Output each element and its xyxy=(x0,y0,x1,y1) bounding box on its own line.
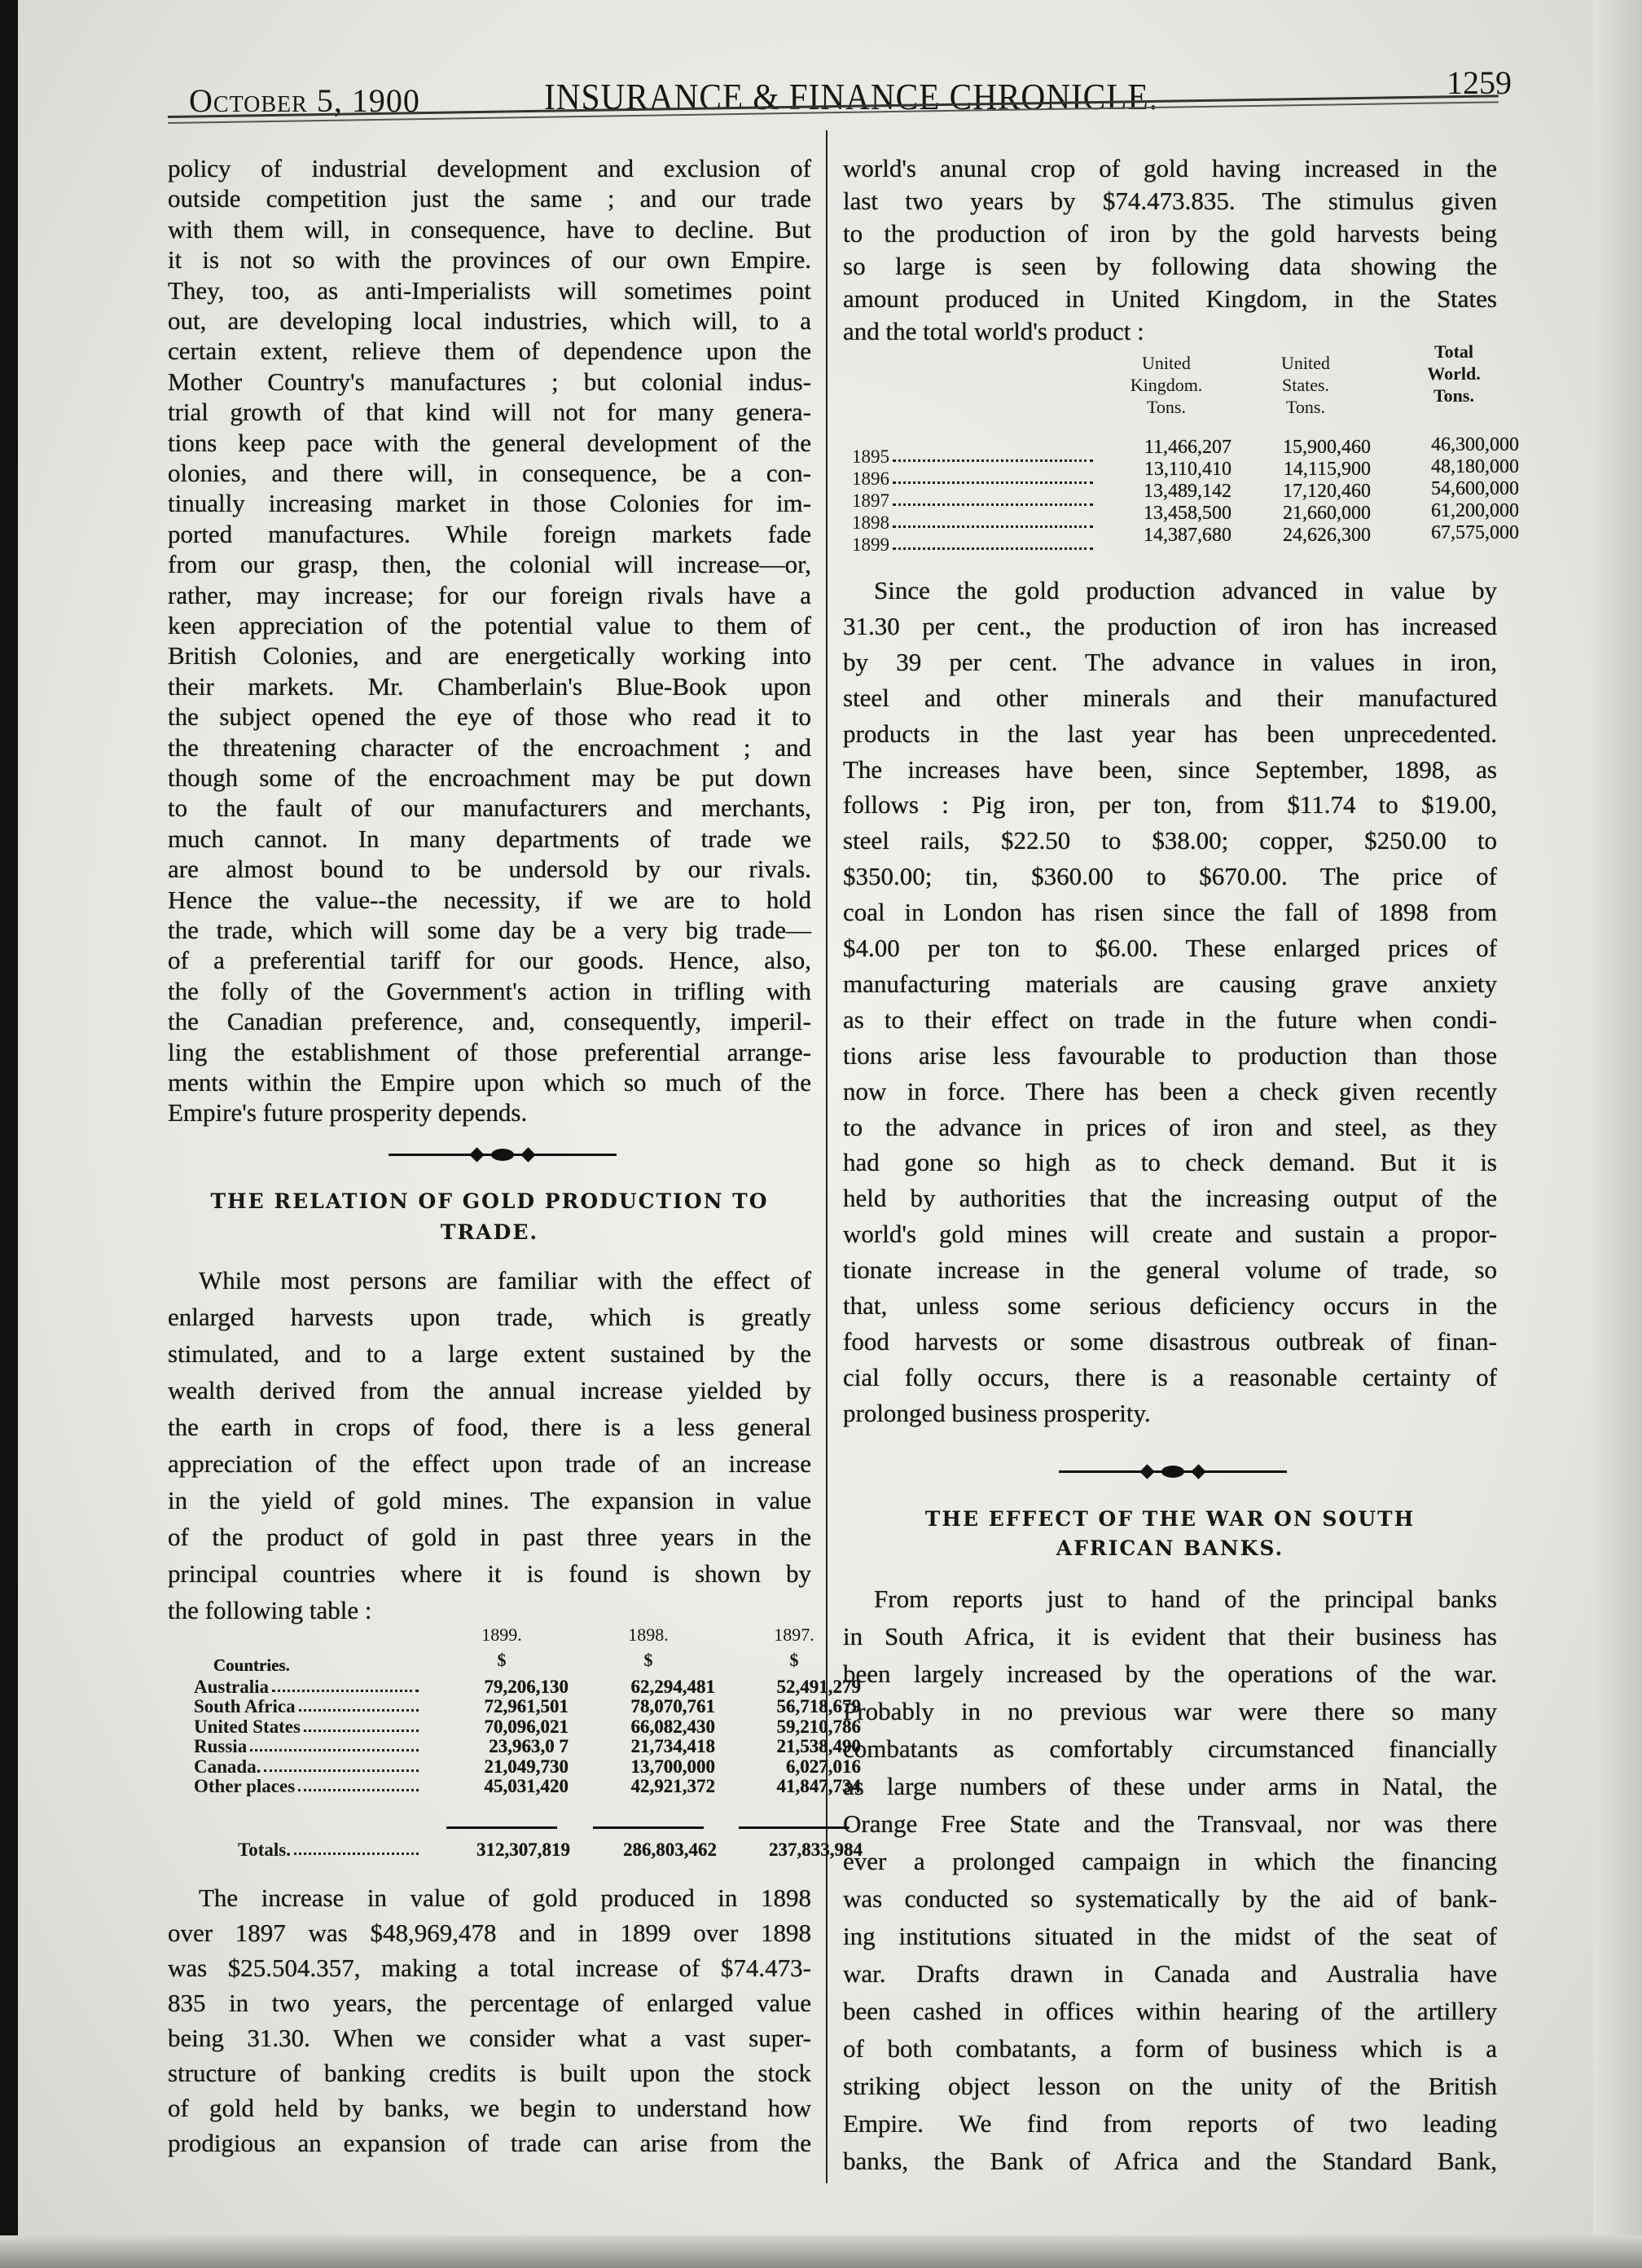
text-line: manufacturing materials are causing grave anxiety xyxy=(843,969,1497,998)
text-line: Empire's future prosperity depends. xyxy=(168,1098,528,1127)
text-line: much cannot. In many departments of trade we xyxy=(168,824,811,853)
text-line: now in force. There has been a check given recently xyxy=(843,1076,1497,1105)
text-line: banks, the Bank of Africa and the Standard Bank, xyxy=(843,2147,1497,2175)
text-line: with them will, in consequence, have to decline. But xyxy=(168,214,811,244)
table-cell: 42,921,372 xyxy=(630,1776,715,1796)
article-heading: THE EFFECT OF THE WAR ON SOUTH xyxy=(924,1507,1416,1531)
text-line: ments within the Empire upon which so much of the xyxy=(168,1068,811,1097)
text-line: appreciation of the effect upon trade of an increase xyxy=(168,1449,811,1478)
text-line: $350.00; tin, $360.00 to $670.00. The price of xyxy=(843,862,1497,891)
table-unit-header: $ xyxy=(497,1650,507,1670)
scan-edge-bottom xyxy=(0,2235,1642,2268)
text-line: food harvests or some disastrous outbreak of finan- xyxy=(843,1326,1497,1356)
text-line: coal in London has risen since the fall of 1898 from xyxy=(843,898,1497,927)
table-cell: 41,847,734 xyxy=(776,1776,861,1796)
table-cell: 78,070,761 xyxy=(630,1696,715,1717)
text-line: had gone so high as to check demand. But it is xyxy=(843,1148,1497,1177)
text-line: striking object lesson on the unity of the British xyxy=(843,2072,1497,2100)
text-line: world's anunal crop of gold having increased in the xyxy=(843,154,1497,182)
text-line: the Canadian preference, and, consequently, imperil- xyxy=(168,1007,811,1036)
totals-text: Totals. xyxy=(238,1839,291,1860)
table-row-label xyxy=(852,534,1096,556)
sum-rule xyxy=(739,1826,850,1832)
table-row-label xyxy=(194,1696,422,1717)
table-cell: 21,049,730 xyxy=(484,1756,569,1777)
country-name: Canada. xyxy=(194,1756,261,1777)
leader-dots xyxy=(893,512,1093,528)
text-line: the earth in crops of food, there is a less general xyxy=(168,1413,811,1441)
table-cell: 54,600,000 xyxy=(1431,478,1519,499)
text-line: prodigious an expansion of trade can arise from the xyxy=(168,2129,811,2157)
text-line: Since the gold production advanced in value by xyxy=(874,576,1497,604)
table-cell: 62,294,481 xyxy=(630,1677,715,1697)
text-line: wealth derived from the annual increase yielded by xyxy=(168,1376,811,1404)
leader-dots xyxy=(298,1776,419,1791)
text-line: cial folly occurs, there is a reasonable certainty of xyxy=(843,1362,1497,1391)
text-line: been largely increased by the operations of the war. xyxy=(843,1659,1497,1688)
country-name: Other places xyxy=(194,1776,296,1796)
table-cell: 17,120,460 xyxy=(1283,481,1371,502)
text-line: being 31.30. When we consider what a vast super- xyxy=(168,2024,811,2052)
text-line: the threatening character of the encroachment ; and xyxy=(168,732,811,762)
text-line: though some of the encroachment may be put down xyxy=(168,763,811,792)
table-cell: 11,466,207 xyxy=(1144,437,1232,458)
text-line: been cashed in offices within hearing of the artillery xyxy=(843,1997,1497,2025)
text-line: structure of banking credits is built upon the stock xyxy=(168,2059,811,2087)
text-line: outside competition just the same ; and our trade xyxy=(168,184,811,213)
text-line: principal countries where it is found is shown by xyxy=(168,1559,811,1588)
table-column-header: Tons. xyxy=(1147,397,1186,417)
publication-title: INSURANCE & FINANCE CHRONICLE. xyxy=(544,76,1158,117)
table-cell: 13,110,410 xyxy=(1144,459,1232,480)
text-line: prolonged business prosperity. xyxy=(843,1398,1151,1427)
text-line: as to their effect on trade in the future when condi- xyxy=(843,1004,1497,1034)
table-column-header: World. xyxy=(1427,363,1481,384)
text-line: of a preferential tariff for our goods. Hence, also, xyxy=(168,946,811,975)
table-cell: 13,458,500 xyxy=(1144,503,1232,524)
table-cell: 45,031,420 xyxy=(484,1776,569,1796)
country-name: United States xyxy=(194,1716,301,1737)
table-column-header: Tons. xyxy=(1286,397,1325,417)
table-cell: 67,575,000 xyxy=(1431,522,1519,543)
text-line: trial growth of that kind will not for many genera- xyxy=(168,398,811,427)
text-line: from our grasp, then, the colonial will increase—or, xyxy=(168,550,811,579)
table-column-header: Total xyxy=(1433,341,1474,362)
text-line: $4.00 per ton to $6.00. These enlarged prices of xyxy=(843,934,1497,962)
text-line: combatants as comfortably circumstanced financially xyxy=(843,1734,1497,1763)
table-cell: 13,700,000 xyxy=(630,1756,715,1777)
table-row-label xyxy=(194,1677,422,1698)
text-line: tions arise less favourable to production than those xyxy=(843,1040,1497,1070)
article-heading: TRADE. xyxy=(440,1220,539,1244)
year: 1898 xyxy=(852,512,889,533)
text-line: ever a prolonged campaign in which the financing xyxy=(843,1847,1497,1875)
text-line: so large is seen by following data showing the xyxy=(843,252,1497,280)
table-row-label xyxy=(194,1716,422,1738)
text-line: tionate increase in the general volume of trade, so xyxy=(843,1255,1497,1285)
totals-cell: 237,833,984 xyxy=(769,1839,863,1860)
page-number: 1259 xyxy=(1447,64,1512,101)
table-row-label xyxy=(194,1776,422,1797)
table-column-header: Kingdom. xyxy=(1130,375,1203,395)
table-column-header: Tons. xyxy=(1433,385,1474,406)
text-line: in South Africa, it is evident that their business has xyxy=(843,1622,1497,1650)
leader-dots xyxy=(893,490,1093,506)
country-name: Russia xyxy=(194,1736,248,1757)
table-row-label xyxy=(194,1736,422,1757)
text-line: of gold held by banks, we begin to understand how xyxy=(168,2094,811,2122)
text-line: to the production of iron by the gold harvests being xyxy=(843,219,1497,248)
text-line: enlarged harvests upon trade, which is greatly xyxy=(168,1303,811,1331)
table-cell: 59,210,786 xyxy=(776,1716,861,1737)
issue-date: October 5, 1900 xyxy=(189,82,420,119)
table-cell: 21,538,490 xyxy=(776,1736,861,1757)
text-line: held by authorities that the increasing output of the xyxy=(843,1184,1497,1213)
text-line: certain extent, relieve them of dependence upon the xyxy=(168,336,811,366)
text-line: British Colonies, and are energetically working into xyxy=(168,641,811,670)
totals-cell: 312,307,819 xyxy=(476,1839,570,1860)
year: 1899 xyxy=(852,534,889,555)
text-line: the trade, which will some day be a very big trade— xyxy=(168,916,811,944)
leader-dots xyxy=(299,1696,419,1712)
table-row-label xyxy=(852,490,1096,512)
text-line: Mother Country's manufactures ; but colonial indus- xyxy=(168,367,811,396)
text-line: While most persons are familiar with the effect of xyxy=(199,1266,811,1294)
table-column-header: States. xyxy=(1281,375,1330,395)
scan-edge-left xyxy=(0,0,18,2268)
year: 1895 xyxy=(852,446,889,467)
column-divider xyxy=(826,130,828,2183)
text-line: Orange Free State and the Transvaal, nor was there xyxy=(843,1809,1497,1838)
text-line: tinually increasing market in those Colonies for im- xyxy=(168,489,811,518)
sum-rule xyxy=(593,1826,704,1832)
text-line: keen appreciation of the potential value to them of xyxy=(168,611,811,640)
table-row-label xyxy=(852,446,1096,468)
leader-dots xyxy=(893,534,1093,550)
text-line: stimulated, and to a large extent sustained by the xyxy=(168,1339,811,1368)
table-cell: 24,626,300 xyxy=(1283,525,1371,546)
table-cell: 48,180,000 xyxy=(1431,456,1519,477)
table-row-label xyxy=(852,468,1096,490)
table-label-header: Countries. xyxy=(213,1655,290,1675)
text-line: of both combatants, a form of business which is a xyxy=(843,2034,1497,2063)
text-line: to the advance in prices of iron and steel, as they xyxy=(843,1112,1497,1141)
text-line: world's gold mines will create and sustain a propor- xyxy=(843,1220,1497,1249)
text-line: olonies, and there will, in consequence, be a con- xyxy=(168,459,811,487)
text-line: of the product of gold in past three years in the xyxy=(168,1523,811,1551)
text-line: Hence the value--the necessity, if we are to hold xyxy=(168,885,811,914)
text-line: in the yield of gold mines. The expansion in value xyxy=(168,1486,811,1514)
table-unit-header: $ xyxy=(643,1650,653,1670)
text-line: it is not so with the provinces of our own Empire. xyxy=(168,245,811,275)
text-line: steel and other minerals and their manufactured xyxy=(843,683,1497,712)
table-cell: 14,115,900 xyxy=(1283,459,1371,480)
table-cell: 21,734,418 xyxy=(630,1736,715,1757)
text-line: and the total world's product : xyxy=(843,317,1144,345)
text-line: ling the establishment of those preferential arrange- xyxy=(168,1037,811,1066)
text-line: their markets. Mr. Chamberlain's Blue-Book upon xyxy=(168,671,811,701)
table-column-header: United xyxy=(1142,353,1191,373)
table-year-header: 1899. xyxy=(481,1624,522,1645)
text-line: products in the last year has been unprecedented. xyxy=(843,719,1497,748)
leader-dots xyxy=(294,1839,419,1855)
text-line: by 39 per cent. The advance in values in iron, xyxy=(843,647,1497,676)
text-line: the subject opened the eye of those who read it to xyxy=(168,702,811,732)
year: 1897 xyxy=(852,490,889,511)
text-line: ing institutions situated in the midst of the seat of xyxy=(843,1922,1497,1950)
table-row-label xyxy=(194,1756,422,1778)
ornament-divider xyxy=(389,1149,617,1160)
text-line: was $25.504.357, making a total increase of $74.473- xyxy=(168,1954,811,1982)
table-column-header: United xyxy=(1281,353,1330,373)
leader-dots xyxy=(893,468,1093,484)
text-line: 835 in two years, the percentage of enlarged value xyxy=(168,1989,811,2017)
table-cell: 72,961,501 xyxy=(484,1696,569,1717)
text-line: They, too, as anti-Imperialists will sometimes point xyxy=(168,275,811,305)
text-line: Probably in no previous war were there so many xyxy=(843,1697,1497,1725)
table-cell: 66,082,430 xyxy=(630,1716,715,1737)
ornament-divider xyxy=(1059,1466,1287,1477)
text-line: Empire. We find from reports of two leading xyxy=(843,2109,1497,2138)
text-line: the folly of the Government's action in trifling with xyxy=(168,976,811,1005)
text-line: 31.30 per cent., the production of iron has increased xyxy=(843,611,1497,640)
year: 1896 xyxy=(852,468,889,489)
table-cell: 79,206,130 xyxy=(484,1677,569,1697)
table-cell: 61,200,000 xyxy=(1431,500,1519,521)
table-row-label xyxy=(852,512,1096,534)
text-line: tions keep pace with the general development of the xyxy=(168,428,811,457)
table-unit-header: $ xyxy=(789,1650,799,1670)
text-line: that, unless some serious deficiency occurs in the xyxy=(843,1291,1497,1320)
table-cell: 15,900,460 xyxy=(1283,437,1371,458)
table-cell: 6,027,016 xyxy=(786,1756,861,1777)
text-line: over 1897 was $48,969,478 and in 1899 over 1898 xyxy=(168,1919,811,1947)
text-line: The increases have been, since September, 1898, as xyxy=(843,754,1497,784)
text-line: war. Drafts drawn in Canada and Australia have xyxy=(843,1959,1497,1988)
sum-rule xyxy=(446,1826,557,1832)
table-cell: 46,300,000 xyxy=(1431,434,1519,455)
table-cell: 56,718,679 xyxy=(776,1696,861,1717)
table-cell: 23,963,0 7 xyxy=(489,1736,569,1757)
table-cell: 13,489,142 xyxy=(1144,481,1232,502)
text-line: steel rails, $22.50 to $38.00; copper, $250.00 to xyxy=(843,826,1497,855)
leader-dots xyxy=(272,1677,419,1692)
leader-dots xyxy=(893,446,1093,462)
text-line: last two years by $74.473.835. The stimulus given xyxy=(843,187,1497,215)
text-line: the following table : xyxy=(168,1596,372,1624)
article-heading: THE RELATION OF GOLD PRODUCTION TO xyxy=(210,1189,769,1213)
leader-dots xyxy=(304,1716,419,1732)
table-year-header: 1897. xyxy=(774,1624,814,1645)
text-line: are almost bound to be undersold by our rivals. xyxy=(168,855,811,884)
text-line: as large numbers of these under arms in Natal, the xyxy=(843,1772,1497,1800)
scan-edge-right xyxy=(1593,0,1642,2268)
table-cell: 52,491,279 xyxy=(776,1677,861,1697)
text-line: rather, may increase; for our foreign rivals have a xyxy=(168,580,811,609)
text-line: policy of industrial development and exclusion of xyxy=(168,154,811,182)
leader-dots xyxy=(264,1756,419,1772)
text-line: ported manufactures. While foreign markets fade xyxy=(168,519,811,548)
text-line: was conducted so systematically by the aid of bank- xyxy=(843,1884,1497,1913)
article-heading: AFRICAN BANKS. xyxy=(1056,1536,1284,1560)
totals-cell: 286,803,462 xyxy=(623,1839,717,1860)
country-name: South Africa xyxy=(194,1696,296,1717)
table-cell: 70,096,021 xyxy=(484,1716,569,1737)
table-year-header: 1898. xyxy=(628,1624,669,1645)
text-line: out, are developing local industries, which will, to a xyxy=(168,306,811,335)
text-line: From reports just to hand of the principal banks xyxy=(874,1585,1497,1613)
leader-dots xyxy=(250,1736,419,1752)
text-line: follows : Pig iron, per ton, from $11.74 to $19.00, xyxy=(843,790,1497,820)
text-line: to the fault of our manufacturers and merchants, xyxy=(168,793,811,823)
text-line: The increase in value of gold produced in 1898 xyxy=(199,1883,811,1912)
text-line: amount produced in United Kingdom, in the States xyxy=(843,284,1497,313)
table-cell: 21,660,000 xyxy=(1283,503,1371,524)
table-cell: 14,387,680 xyxy=(1144,525,1232,546)
totals-label xyxy=(238,1839,422,1861)
country-name: Australia xyxy=(194,1677,269,1697)
